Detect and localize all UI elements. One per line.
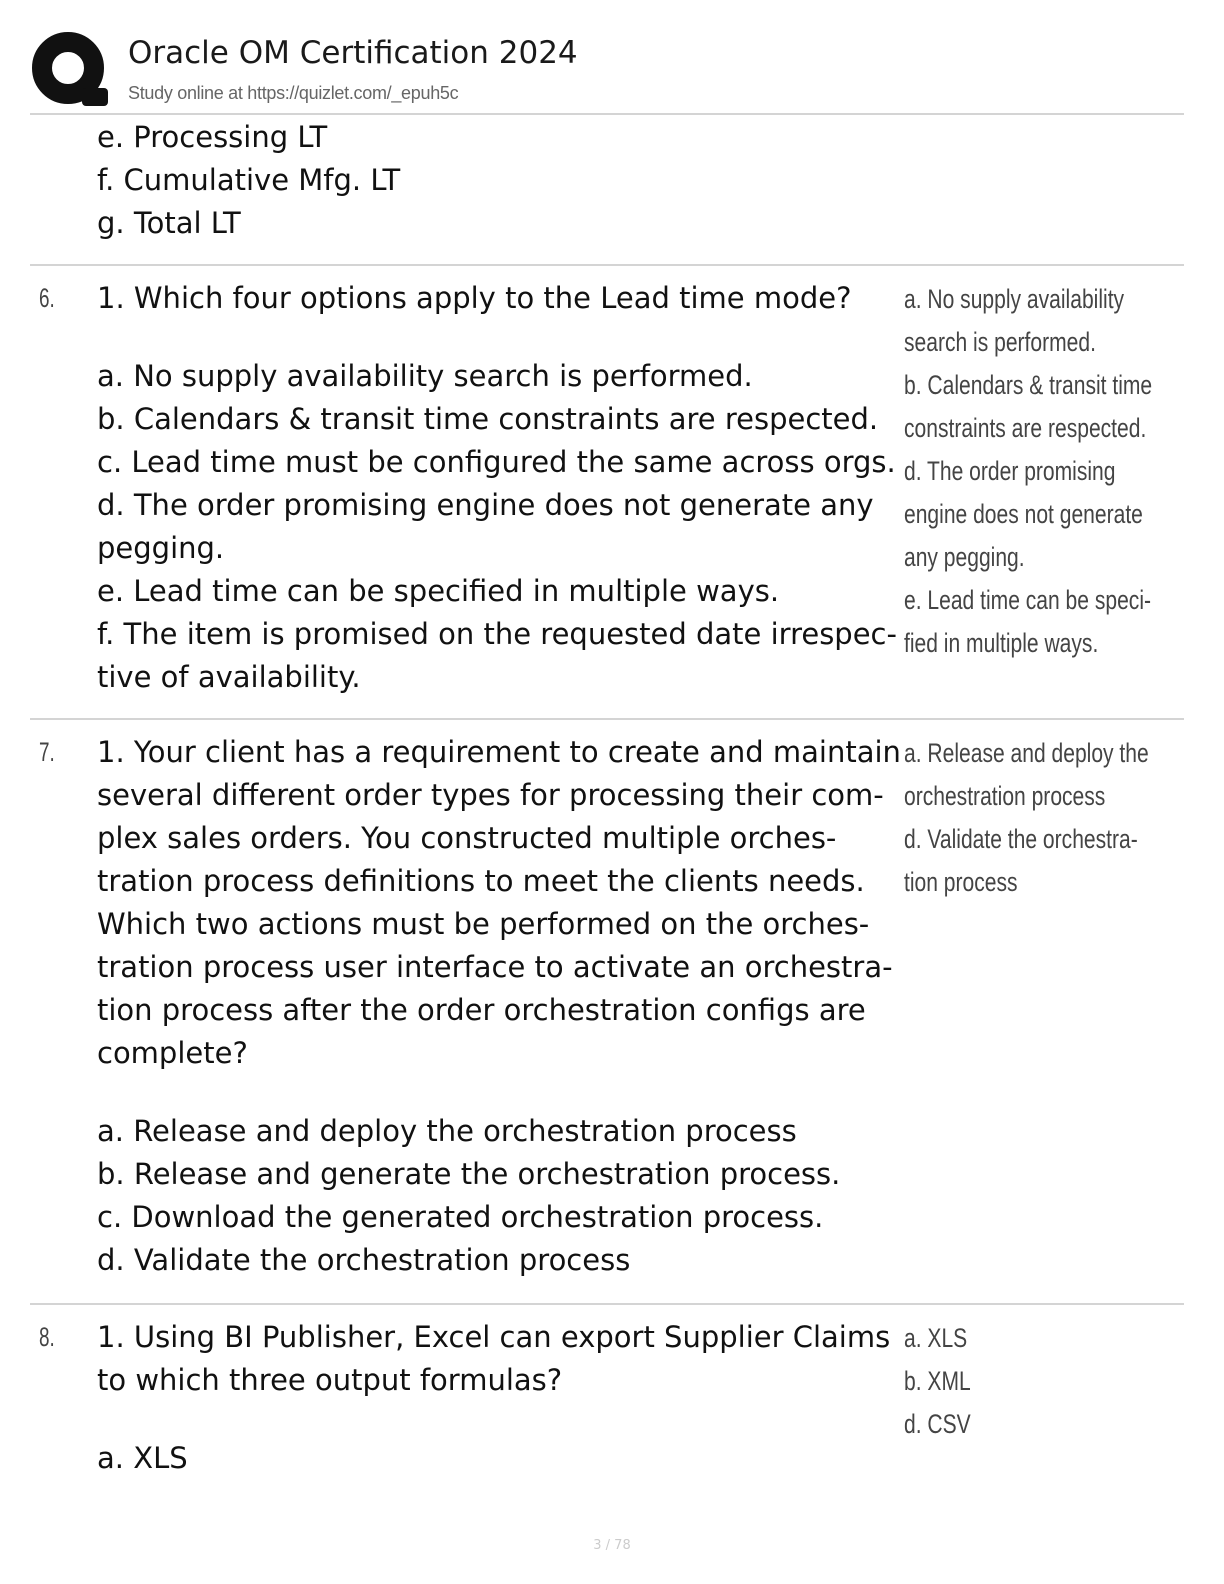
question-spacer <box>97 320 897 355</box>
answer-line: any pegging. <box>904 542 1025 572</box>
answer-line: a. Release and deploy the <box>904 738 1149 768</box>
question-line: pegging. <box>97 531 225 565</box>
question-line: c. Download the generated orchestration process. <box>97 1200 824 1234</box>
header-divider <box>30 113 1184 115</box>
question-line: c. Lead time must be configured the same across orgs. <box>97 445 896 479</box>
card-question <box>97 731 901 1282</box>
quizlet-logo-icon <box>30 30 110 110</box>
answer-line: e. Lead time can be speci- <box>904 585 1152 615</box>
card-question <box>97 277 897 699</box>
card-question <box>97 1316 890 1480</box>
question-line: 1. Which four options apply to the Lead time mode? <box>97 281 852 315</box>
answer-line: tion process <box>904 867 1018 897</box>
study-online-link[interactable]: Study online at https://quizlet.com/_epuh5c <box>128 83 459 103</box>
question-line: tion process after the order orchestration configs are <box>97 993 866 1027</box>
question-line: b. Calendars & transit time constraints are respected. <box>97 402 879 436</box>
question-line: 1. Using BI Publisher, Excel can export Supplier Claims <box>97 1320 891 1354</box>
card-number: 7. <box>39 737 55 767</box>
card-answer <box>904 278 1152 665</box>
question-line: 1. Your client has a requirement to create and maintain <box>97 735 901 769</box>
answer-line: d. The order promising <box>904 456 1116 486</box>
question-line: a. XLS <box>97 1441 188 1475</box>
continuation-line: g. Total LT <box>97 206 241 240</box>
answer-line: b. XML <box>904 1366 971 1396</box>
answer-line: d. CSV <box>904 1409 971 1439</box>
answer-line: b. Calendars & transit time <box>904 370 1153 400</box>
question-line: complete? <box>97 1036 248 1070</box>
card-number: 6. <box>39 283 55 313</box>
question-spacer <box>97 1402 890 1437</box>
question-line: a. Release and deploy the orchestration process <box>97 1114 797 1148</box>
question-line: d. Validate the orchestration process <box>97 1243 631 1277</box>
answer-line: a. No supply availability <box>904 284 1125 314</box>
answer-line: engine does not generate <box>904 499 1143 529</box>
card-number: 8. <box>39 1322 55 1352</box>
question-line: several different order types for processing their com- <box>97 778 884 812</box>
card-answer <box>904 732 1149 904</box>
answer-line: orchestration process <box>904 781 1106 811</box>
question-spacer <box>97 1075 901 1110</box>
answer-line: constraints are respected. <box>904 413 1147 443</box>
card-answer <box>904 1317 971 1446</box>
answer-line: search is performed. <box>904 327 1096 357</box>
question-line: tive of availability. <box>97 660 361 694</box>
question-line: f. The item is promised on the requested date irrespec- <box>97 617 897 651</box>
question-line: a. No supply availability search is performed. <box>97 359 753 393</box>
card-divider <box>30 718 1184 720</box>
continuation-line: f. Cumulative Mfg. LT <box>97 163 401 197</box>
document-title: Oracle OM Certification 2024 <box>128 35 578 71</box>
card-divider <box>30 264 1184 266</box>
page-number: 3 / 78 <box>593 1538 631 1553</box>
question-line: b. Release and generate the orchestration process. <box>97 1157 841 1191</box>
question-line: to which three output formulas? <box>97 1363 563 1397</box>
question-line: Which two actions must be performed on the orches- <box>97 907 870 941</box>
answer-line: d. Validate the orchestra- <box>904 824 1138 854</box>
answer-line: a. XLS <box>904 1323 968 1353</box>
continuation-options <box>97 116 400 245</box>
question-line: tration process user interface to activate an orchestra- <box>97 950 893 984</box>
question-line: plex sales orders. You constructed multiple orches- <box>97 821 837 855</box>
question-line: d. The order promising engine does not generate any <box>97 488 874 522</box>
answer-line: fied in multiple ways. <box>904 628 1099 658</box>
question-line: tration process definitions to meet the clients needs. <box>97 864 865 898</box>
continuation-line: e. Processing LT <box>97 120 328 154</box>
card-divider <box>30 1303 1184 1305</box>
question-line: e. Lead time can be specified in multiple ways. <box>97 574 780 608</box>
